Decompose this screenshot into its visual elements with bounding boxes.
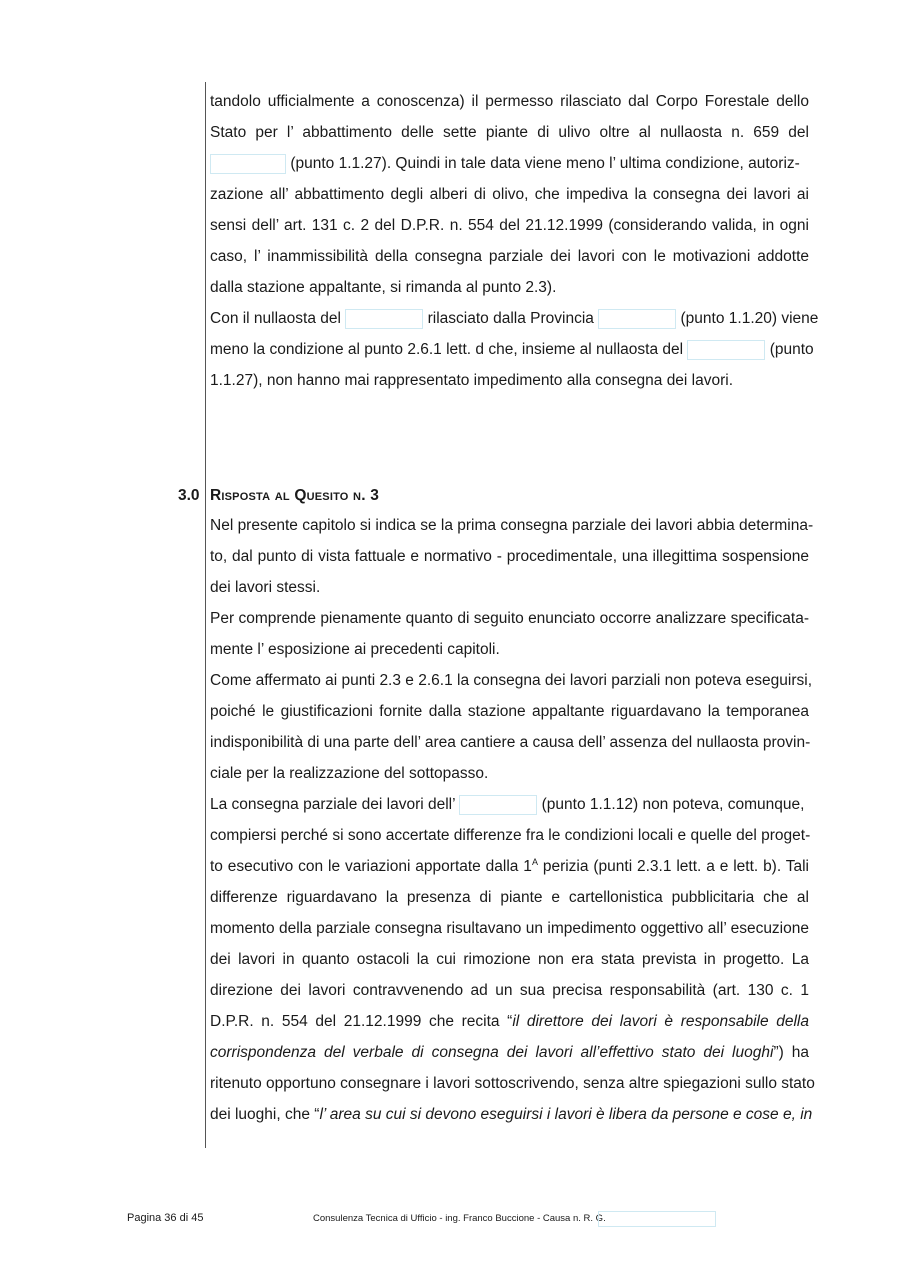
footer-text: Consulenza Tecnica di Ufficio - ing. Franco Buccione - Causa n. R. G. xyxy=(313,1213,606,1224)
body-text-segment: to esecutivo con le variazioni apportate dalla 1 xyxy=(210,858,532,875)
quoted-text: il direttore dei lavori è responsabile della xyxy=(512,1013,809,1030)
redacted-case-number-field xyxy=(598,1211,716,1227)
body-text-line: Stato per l’ abbattimento delle sette piante di ulivo oltre al nullaosta n. 659 del xyxy=(210,124,809,141)
body-text-line: caso, l’ inammissibilità della consegna parziale dei lavori con le motivazioni addotte xyxy=(210,248,809,265)
body-text-segment: meno la condizione al punto 2.6.1 lett. d che, insieme al nullaosta del xyxy=(210,341,684,358)
redacted-name-field xyxy=(598,309,676,329)
page-number: Pagina 36 di 45 xyxy=(127,1212,204,1224)
body-text-line: 1.1.27), non hanno mai rappresentato impedimento alla consegna dei lavori. xyxy=(210,372,734,389)
body-text-line xyxy=(210,334,814,365)
body-text-segment: perizia (punti 2.3.1 lett. a e lett. b). Tali xyxy=(537,858,810,875)
body-text-line: poiché le giustificazioni fornite dalla stazione appaltante riguardavano la temporanea xyxy=(210,703,809,720)
left-margin-rule xyxy=(205,82,206,1148)
redacted-name-field xyxy=(459,795,537,815)
body-text-line xyxy=(210,303,819,334)
body-text-segment: (punto 1.1.27). Quindi in tale data viene meno l’ ultima condizione, autoriz- xyxy=(290,155,800,172)
body-text-line: Come affermato ai punti 2.3 e 2.6.1 la consegna dei lavori parziali non poteva eseguirsi, xyxy=(210,672,812,689)
body-text-line: zazione all’ abbattimento degli alberi di olivo, che impediva la consegna dei lavori ai xyxy=(210,186,809,203)
superscript: A xyxy=(531,857,538,867)
body-text-line: Per comprende pienamente quanto di seguito enunciato occorre analizzare specificata- xyxy=(210,610,809,627)
body-text-line: dalla stazione appaltante, si rimanda al punto 2.3). xyxy=(210,279,557,296)
body-text-line: Nel presente capitolo si indica se la prima consegna parziale dei lavori abbia determina- xyxy=(210,517,814,534)
body-text-segment: Con il nullaosta del xyxy=(210,310,341,327)
body-text-line: ciale per la realizzazione del sottopasso. xyxy=(210,765,489,782)
body-text-line: dei lavori in quanto ostacoli la cui rimozione non era stata prevista in progetto. La xyxy=(210,951,809,968)
quoted-text: corrispondenza del verbale di consegna dei lavori all’effettivo stato dei luoghi xyxy=(210,1044,774,1061)
body-text-segment: (punto 1.1.12) non poteva, comunque, xyxy=(541,796,805,813)
redacted-date-field xyxy=(687,340,765,360)
body-text-line: ritenuto opportuno consegnare i lavori sottoscrivendo, senza altre spiegazioni sullo stato xyxy=(210,1075,815,1092)
quoted-text: l’ area su cui si devono eseguirsi i lavori è libera da persone e cose e, in xyxy=(319,1106,813,1123)
body-text-line: compiersi perché si sono accertate differenze fra le condizioni locali e quelle del proget- xyxy=(210,827,811,844)
body-text-segment: La consegna parziale dei lavori dell’ xyxy=(210,796,455,813)
body-text-line xyxy=(210,148,809,179)
body-text-line: dei lavori stessi. xyxy=(210,579,321,596)
body-text-line xyxy=(210,1037,809,1068)
redacted-date-field xyxy=(345,309,423,329)
body-text-line xyxy=(210,1099,813,1130)
body-text-segment: dei luoghi, che “ xyxy=(210,1106,320,1123)
section-number: 3.0 xyxy=(178,487,200,504)
body-text-segment: (punto 1.1.20) viene xyxy=(680,310,819,327)
body-text-line: to, dal punto di vista fattuale e normativo - procedimentale, una illegittima sospensione xyxy=(210,548,809,565)
body-text-line xyxy=(210,851,809,882)
body-text-line: direzione dei lavori contravvenendo ad un sua precisa responsabilità (art. 130 c. 1 xyxy=(210,982,809,999)
section-title: Risposta al Quesito n. 3 xyxy=(210,487,380,504)
body-text-segment: D.P.R. n. 554 del 21.12.1999 che recita “ xyxy=(210,1013,513,1030)
body-text-line: momento della parziale consegna risultavano un impedimento oggettivo all’ esecuzione xyxy=(210,920,809,937)
body-text-segment: rilasciato dalla Provincia xyxy=(427,310,594,327)
body-text-line: indisponibilità di una parte dell’ area cantiere a causa dell’ assenza del nullaosta provin- xyxy=(210,734,811,751)
body-text-line xyxy=(210,1006,809,1037)
body-text-line xyxy=(210,789,809,820)
body-text-line: mente l’ esposizione ai precedenti capitoli. xyxy=(210,641,500,658)
body-text-segment: (punto xyxy=(769,341,814,358)
body-text-line: tandolo ufficialmente a conoscenza) il permesso rilasciato dal Corpo Forestale dello xyxy=(210,93,809,110)
body-text-segment: ”) ha xyxy=(773,1044,810,1061)
body-text-line: differenze riguardavano la presenza di piante e cartellonistica pubblicitaria che al xyxy=(210,889,809,906)
body-text-line: sensi dell’ art. 131 c. 2 del D.P.R. n. 554 del 21.12.1999 (considerando valida, in ogni xyxy=(210,217,809,234)
redacted-date-field xyxy=(210,154,286,174)
